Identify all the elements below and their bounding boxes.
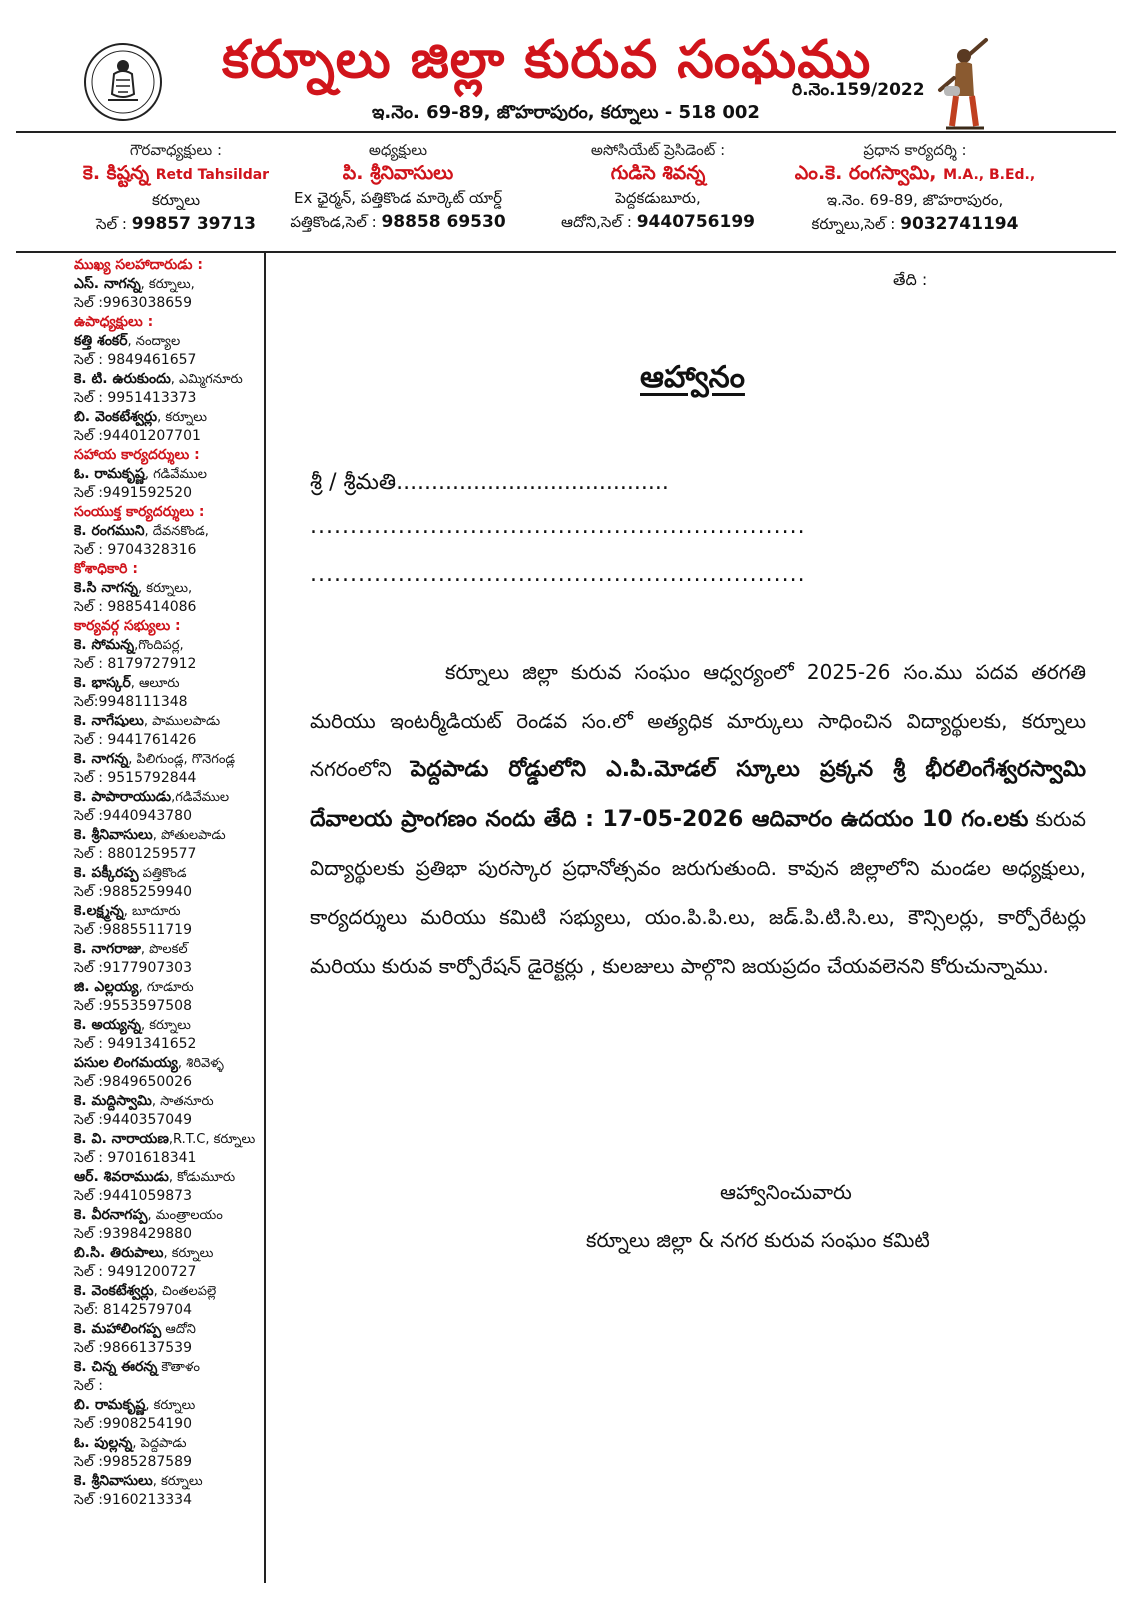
bearer-cell-label: సెల్ :: [96, 215, 127, 233]
member-name-line: [74, 1244, 264, 1263]
member-place: , పోతులపాడు: [152, 828, 226, 843]
member-name: కె.లక్ష్మన్న: [74, 903, 124, 919]
bearer-cell-label: పత్తికొండ,సెల్ :: [290, 213, 377, 231]
member-place: కౌతాళం: [157, 1360, 200, 1375]
member-name: జి. ఎల్లయ్య: [74, 979, 139, 995]
member-name-line: [74, 275, 264, 294]
member-name: కె. చిన్న ఈరన్న: [74, 1359, 158, 1375]
member-name: ఎస్. నాగన్న: [74, 276, 141, 292]
member-name-line: [74, 1358, 264, 1377]
bearer-cell-label: ఆదోని,సెల్ :: [560, 213, 632, 231]
office-bearer-associate-president: [548, 140, 768, 234]
member-name: కె. శ్రీనివాసులు: [74, 1473, 153, 1489]
bearer-name: గుడిసె శివన్న: [610, 162, 706, 184]
member-name: కె. శ్రీనివాసులు: [74, 827, 153, 843]
member-name: కె. భాస్కర్: [74, 675, 131, 691]
member-cell-number: సెల్ :9177907303: [74, 960, 192, 976]
member-place: , గూడూరు: [138, 980, 194, 995]
member-name-line: [74, 1168, 264, 1187]
member-name-line: [74, 1054, 264, 1073]
member-name-line: [74, 579, 264, 598]
member-name: కె. అయ్యన్న: [74, 1017, 141, 1033]
bearer-role: గౌరవాధ్యక్షులు :: [129, 141, 223, 159]
member-cell-number: సెల్ :9440943780: [74, 808, 192, 824]
bearer-role: అసోసియేట్ ప్రెసిడెంట్ :: [590, 141, 726, 159]
member-name-line: [74, 1434, 264, 1453]
bearer-name: ఎం.కె. రంగస్వామి,: [794, 162, 937, 184]
member-name-line: [74, 1092, 264, 1111]
sidebar-section-heading: ముఖ్య సలహాదారుడు :: [74, 257, 203, 273]
member-name-line: [74, 1130, 264, 1149]
member-name: కె. మద్దిస్వామి: [74, 1093, 152, 1109]
member-name: కె. పాపారాయుడు: [74, 789, 172, 805]
member-name: బి. వెంకటేశ్వర్లు: [74, 409, 158, 425]
paragraph-text: కురువ విద్యార్థులకు ప్రతిభా పురస్కార ప్రధానోత్సవం జరుగుతుంది. కావున జిల్లాలోని మండల అధ్యక్షులు, కార్యదర్శులు మరియు కమిటి సభ్యులు, యం.పి.పి.లు, జడ్.పి.టి.సి.లు, కౌన్సిలర్లు, కార్పోరేటర్లు మరియు కురువ కార్పోరేషన్ డైరెక్టర్లు , కులజులు పాల్గొని జయప్రదం చేయవలెనని కోరుచున్నాము.: [310, 806, 1086, 978]
member-name-line: [74, 788, 264, 807]
member-name-line: [74, 940, 264, 959]
member-cell-number: సెల్ :9963038659: [74, 295, 192, 311]
member-cell-number: సెల్ :9885511719: [74, 922, 192, 938]
member-place: , కర్నూలు: [140, 1018, 191, 1033]
member-name: కె. పక్కీరప్ప: [74, 865, 139, 881]
member-place: , కర్నూలు,: [138, 581, 193, 596]
registration-number: రి.నెం.159/2022: [792, 80, 925, 100]
bearer-address: ఇ.నెం. 69-89, జొహరాపురం,: [826, 191, 1004, 209]
sidebar-section-heading: కార్యవర్గ సభ్యులు :: [74, 618, 181, 634]
member-sidebar: [74, 256, 264, 1510]
member-name-line: [74, 408, 264, 427]
member-name-line: [74, 864, 264, 883]
member-name-line: [74, 1320, 264, 1339]
member-name: కె. వి. నారాయణ: [74, 1131, 169, 1147]
member-cell-number: సెల్ : 9441761426: [74, 732, 197, 748]
member-name-line: [74, 1206, 264, 1225]
member-place: , నంద్యాల: [127, 334, 181, 349]
salutation-line: శ్రీ / శ్రీమతి.......................................: [310, 470, 669, 495]
shepherd-figure-image: [930, 34, 1000, 134]
association-seal-logo: [78, 40, 206, 124]
member-cell-number: సెల్ : 9515792844: [74, 770, 197, 786]
member-name-line: [74, 674, 264, 693]
member-place: , దేవనకొండ,: [144, 524, 209, 539]
member-cell-number: సెల్ :9885259940: [74, 884, 192, 900]
member-cell-number: సెల్ : 9701618341: [74, 1150, 197, 1166]
member-cell-number: సెల్ :9985287589: [74, 1454, 192, 1470]
address-blank-line: ..............................................................: [310, 514, 806, 539]
member-place: , ఎమ్మిగనూరు: [170, 372, 243, 387]
member-name-line: [74, 522, 264, 541]
sidebar-section-heading: ఉపాధ్యక్షులు :: [74, 314, 154, 330]
member-cell-number: సెల్ : 8801259577: [74, 846, 197, 862]
member-name: ఓ. పుల్లన్న: [74, 1435, 133, 1451]
member-place: , శిరివెళ్ళ: [177, 1056, 224, 1071]
member-name-line: [74, 370, 264, 389]
bearer-place: కర్నూలు: [151, 191, 201, 209]
member-name-line: [74, 465, 264, 484]
bearer-cell-number: 9440756199: [636, 212, 755, 232]
member-cell-number: సెల్ : 9491200727: [74, 1264, 197, 1280]
bearer-role: ప్రధాన కార్యదర్శి :: [863, 141, 967, 159]
member-place: , ఆలూరు: [130, 676, 180, 691]
member-place: , పాములపాడు: [143, 714, 221, 729]
organization-title: కర్నూలు జిల్లా కురువ సంఘము: [222, 30, 872, 90]
member-cell-number: సెల్ :9491592520: [74, 485, 192, 501]
member-cell-number: సెల్ :9160213334: [74, 1492, 192, 1508]
member-place: , కర్నూలు: [145, 1398, 196, 1413]
member-place: , కర్నూలు: [152, 1474, 203, 1489]
bearer-cell-label: కర్నూలు,సెల్ :: [811, 215, 896, 233]
member-cell-number: సెల్ : 9849461657: [74, 352, 197, 368]
member-cell-number: సెల్ :9398429880: [74, 1226, 192, 1242]
member-name-line: [74, 750, 264, 769]
member-name-line: [74, 636, 264, 655]
paragraph-text: కర్నూలు జిల్లా కురువ సంఘం ఆధ్వర్యంలో 2025-26 సం.ము పదవ తరగతి మరియు ఇంటర్మీడియట్ రెండవ సం.లో అత్యధిక మార్కులు సాధించిన విద్యార్థులకు, కర్నూలు నగరంలోని: [310, 660, 1086, 782]
member-cell-number: సెల్ :9866137539: [74, 1340, 192, 1356]
sidebar-divider: [264, 253, 266, 1583]
bearer-designation: Ex ఛైర్మన్, పత్తికొండ మార్కెట్ యార్డ్: [294, 189, 502, 207]
bearer-qualification: Retd Tahsildar: [155, 167, 270, 183]
member-cell-number: సెల్ : 9951413373: [74, 390, 197, 406]
closing-line: ఆహ్వానించువారు: [720, 1180, 852, 1204]
member-cell-number: సెల్: 8142579704: [74, 1302, 192, 1318]
member-name: కె. నాగరాజు: [74, 941, 141, 957]
member-cell-number: సెల్ :9441059873: [74, 1188, 192, 1204]
member-place: పత్తికొండ: [138, 866, 187, 881]
event-venue-datetime: పెద్దపాడు రోడ్డులోని ఎ.పి.మోడల్ స్కూలు ప్రక్కన శ్రీ భీరలింగేశ్వరస్వామి దేవాలయ ప్రాంగణం నందు తేది : 17-05-2026 ఆదివారం ఉదయం 10 గం.లకు: [310, 757, 1086, 832]
member-name: పసుల లింగమయ్య: [74, 1055, 178, 1071]
member-name-line: [74, 332, 264, 351]
member-name: కె.సి నాగన్న: [74, 580, 139, 596]
member-name: కె. టి. ఉరుకుందు: [74, 371, 171, 387]
member-name: ఓ. రామకృష్ణ: [74, 466, 145, 482]
sidebar-section-heading: సహాయ కార్యదర్శులు :: [74, 447, 200, 463]
bearer-name: పి. శ్రీనివాసులు: [342, 162, 454, 184]
member-name: కె. సోమన్న: [74, 637, 135, 653]
member-name-line: [74, 1396, 264, 1415]
member-cell-number: సెల్ :94401207701: [74, 428, 201, 444]
member-name: కత్తి శంకర్: [74, 333, 128, 349]
member-place: ,R.T.C, కర్నూలు: [168, 1132, 256, 1147]
bearer-place: పెద్దకడుబూరు,: [615, 189, 701, 207]
invitation-title: ఆహ్వానం: [640, 360, 745, 395]
member-place: , పొలకల్: [140, 942, 188, 957]
date-label: తేది :: [893, 270, 928, 289]
member-name-line: [74, 1282, 264, 1301]
member-name: బి.సి. తిరుపాలు: [74, 1245, 164, 1261]
member-name: బి. రామకృష్ణ: [74, 1397, 146, 1413]
member-name: కె. వెంకటేశ్వర్లు: [74, 1283, 154, 1299]
member-name: కె. నాగేషులు: [74, 713, 144, 729]
bearer-name: కె. కిష్టన్న: [82, 162, 150, 184]
address-blank-line: ..............................................................: [310, 562, 806, 587]
office-bearer-general-secretary: [780, 140, 1050, 236]
member-name: కె. రంగముని: [74, 523, 145, 539]
member-name: కె. వీరనాగప్ప: [74, 1207, 148, 1223]
member-cell-number: సెల్ : 9491341652: [74, 1036, 197, 1052]
member-name: కె. నాగన్న: [74, 751, 129, 767]
sidebar-section-heading: కోశాధికారి :: [74, 561, 138, 577]
member-place: ,గడివేముల: [171, 790, 230, 805]
member-place: , కోడుమూరు: [168, 1170, 236, 1185]
signature-committee: కర్నూలు జిల్లా & నగర కురువ సంఘం కమిటి: [586, 1228, 930, 1252]
bearer-role: అధ్యక్షులు: [368, 141, 428, 159]
member-cell-number: సెల్ :9440357049: [74, 1112, 192, 1128]
member-place: ,గొందిపర్ల,: [134, 638, 184, 653]
member-cell-number: సెల్ : 9704328316: [74, 542, 197, 558]
member-cell-number: సెల్ :9553597508: [74, 998, 192, 1014]
invitation-paragraph: [310, 648, 1086, 990]
bearers-divider: [16, 251, 1116, 253]
member-name-line: [74, 1016, 264, 1035]
member-place: , మంత్రాలయం: [147, 1208, 223, 1223]
bearer-cell-number: 99857 39713: [131, 214, 256, 234]
member-place: , చింతలపల్లె: [153, 1284, 217, 1299]
member-cell-number: సెల్ :9849650026: [74, 1074, 192, 1090]
member-name-line: [74, 978, 264, 997]
member-place: , పెద్దపాడు: [132, 1436, 187, 1451]
member-cell-number: సెల్ : 8179727912: [74, 656, 197, 672]
header-divider: [16, 131, 1116, 133]
office-bearer-honorary-president: [76, 140, 276, 236]
member-name-line: [74, 826, 264, 845]
member-name: కె. మహాలింగప్ప: [74, 1321, 162, 1337]
member-name: ఆర్. శివరాముడు: [74, 1169, 169, 1185]
member-name-line: [74, 712, 264, 731]
member-place: , సాతనూరు: [151, 1094, 214, 1109]
member-place: , బూదూరు: [123, 904, 181, 919]
bearer-cell-number: 9032741194: [900, 214, 1019, 234]
member-place: , పిలిగుండ్ల, గొనెగండ్ల: [128, 752, 236, 767]
sidebar-section-heading: సంయుక్త కార్యదర్శులు :: [74, 504, 205, 520]
member-place: , కర్నూలు: [163, 1246, 214, 1261]
bearer-qualification: M.A., B.Ed.,: [943, 167, 1036, 183]
member-place: ఆదోని: [161, 1322, 196, 1337]
member-name-line: [74, 902, 264, 921]
member-cell-number: సెల్ : 9885414086: [74, 599, 197, 615]
member-place: , కర్నూలు,: [140, 277, 195, 292]
bearer-cell-number: 98858 69530: [381, 212, 506, 232]
member-cell-number: సెల్ :9908254190: [74, 1416, 192, 1432]
member-name-line: [74, 1472, 264, 1491]
member-place: , గడివేముల: [144, 467, 207, 482]
member-place: , కర్నూలు: [157, 410, 207, 425]
member-cell-number: సెల్ :: [74, 1378, 103, 1394]
address-line: ఇ.నెం. 69-89, జొహరాపురం, కర్నూలు - 518 002: [372, 102, 760, 123]
office-bearer-president: [280, 140, 516, 234]
member-cell-number: సెల్:9948111348: [74, 694, 188, 710]
